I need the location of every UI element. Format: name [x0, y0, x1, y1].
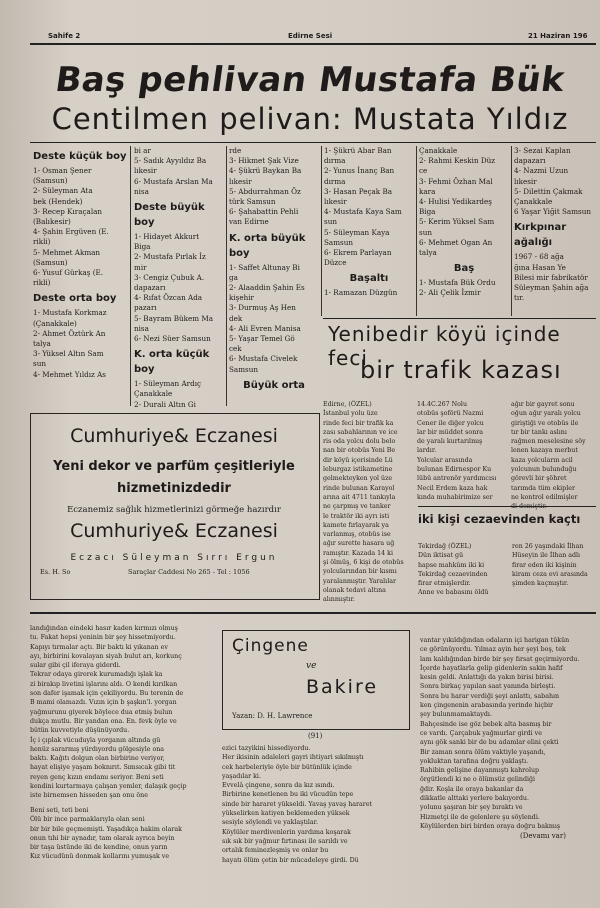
category-heading: Büyük orta — [243, 379, 305, 391]
results-column-1 — [33, 146, 128, 380]
results-column-4 — [324, 146, 414, 299]
text-line: hayatı ölüm çetin bir mücadeleye girdi. Dü — [222, 856, 359, 864]
trafik-body-col2 — [417, 400, 501, 502]
result-entry: lıkesir — [324, 197, 347, 207]
category-heading: Deste küçük boy — [33, 151, 127, 162]
results-column-5 — [419, 146, 509, 299]
text-line: Ölü bir ince parmaklarıyla olan seni — [30, 816, 145, 824]
text-line: şimden kaçmıştır. — [512, 580, 569, 588]
category-heading: Baş — [453, 263, 475, 275]
result-entry: 1967 - 68 ağa — [514, 252, 564, 262]
cezaevi-body-col1 — [418, 542, 504, 598]
text-line: tarımda tüm ekipler — [511, 484, 575, 492]
result-entry: 1- Osman Şener — [33, 166, 92, 175]
story-rule — [323, 318, 596, 319]
result-entry: 4- Şükrü Baykan Ba — [229, 166, 302, 176]
text-line: B mami olamazdı. Vızın için b şaşkın'l. yorgan — [30, 699, 177, 707]
text-line: hayat elişiye yaşam boknırıt. Sımsıcak gibi tit — [30, 764, 176, 772]
result-entry: 6- Nezi Süer Samsun — [134, 334, 211, 344]
text-line: henüz sararmış yürdıyordu gölgesiyle ona — [30, 745, 165, 753]
text-line: bir bir bile geçmemişti. Yaşadıkça hakim olarak — [30, 825, 182, 833]
text-line: yaşadılar ki. — [222, 772, 261, 780]
result-entry: 5- Abdurrahman Öz — [229, 186, 301, 196]
serial-title-2: Bakire — [306, 676, 379, 698]
result-entry: Düzce — [324, 258, 347, 268]
text-line: yolcunun bulunduğu — [511, 466, 577, 474]
result-entry: 3- Yüksel Altın Sam — [33, 349, 104, 359]
issue-date: 21 Haziran 196 — [528, 32, 588, 40]
pharmacy-slogan — [30, 456, 318, 500]
pharmacy-name-bottom: Cumhuriye& Eczanesi — [70, 520, 278, 542]
text-line: Cener ile diğer yolcu — [417, 419, 484, 427]
text-line: yağmurunu giyerek böylece dua etmiş bulun — [30, 708, 173, 716]
result-entry: sun — [33, 359, 46, 369]
result-entry: mir — [134, 262, 147, 272]
result-entry: dapazarı — [514, 156, 546, 166]
result-entry: 2- Rahmi Keskin Düz — [419, 156, 496, 166]
result-entry: 1- Şükrü Abar Ban — [324, 146, 392, 155]
column-divider — [130, 146, 131, 406]
trafik-headline-1: Yenibedir köyü içinde feci — [328, 322, 561, 370]
text-line: Edirne, (ÖZEL) — [323, 401, 372, 408]
text-line: son dafer işamak için çekiliyordu. Bu terenin de — [30, 690, 184, 698]
text-line: kendini kurtarmaya çalışan yemler, dalaşık geçip — [30, 783, 187, 791]
pharmacy-slogan-line1: Yeni dekor ve parfüm çeşitleriyle — [53, 459, 295, 474]
text-line: şi ölmüş, 6 kişi de otobüs — [323, 559, 404, 567]
text-line: örgütlendi ki ne o ölümsüz gelindiği — [420, 776, 536, 784]
paper-name: Edirne Sesi — [288, 32, 333, 40]
result-entry: 6- Mustafa Arslan Ma — [134, 176, 213, 186]
result-entry: 5- Süleyman Kaya — [324, 227, 390, 237]
pharmacy-address-left: Es. H. So — [40, 568, 71, 576]
text-line: Köylüler merdivenlerin yardıma koşarak — [222, 828, 351, 836]
result-entry: Samsun — [324, 237, 353, 247]
pharmacy-service-line: Eczanemiz sağlık hizmetlerinizi görmeğe hazırdır — [67, 505, 281, 515]
result-entry: 2- Durali Altın Gi — [134, 399, 196, 409]
text-line: zası sabahlarının ve ice — [323, 428, 398, 436]
text-line: onun tıhi bir aynadır, tam olarak ayrıca beyin — [30, 834, 175, 842]
category-heading: Başaltı — [349, 273, 389, 285]
result-entry: cek — [229, 344, 242, 354]
result-entry: dırma — [324, 176, 346, 186]
text-line: sesiyle söylendi ve yaklaştılar. — [222, 819, 318, 827]
text-line: ağır surette hasara uğ — [323, 540, 395, 548]
result-entry: nisa — [134, 186, 149, 196]
result-entry: van Edirne — [229, 217, 269, 227]
result-entry: 6 Yaşar Yiğit Samsun — [514, 207, 591, 217]
text-line: yaralanmıştır. Yaralılar — [323, 577, 396, 585]
text-line: Tekrar odaya girerek kurumadığı işlak ka — [30, 671, 163, 679]
result-entry: türk Samsun — [229, 197, 276, 207]
text-line: Sonra bu harar verdiği şeyi anlattı, sabahın — [420, 692, 560, 700]
trafik-headline-2: bir trafik kazası — [360, 356, 562, 384]
text-line: bulunan Edirnespor Ku — [417, 466, 492, 474]
text-line: Anne ve babasını öldü — [418, 589, 489, 597]
result-entry: 5- Mehmet Akman — [33, 247, 101, 257]
result-entry: 4- Mehmet Yıldız As — [33, 369, 106, 379]
pharmacy-address-right: Saraçlar Caddesi No 265 - Tel : 1056 — [128, 568, 250, 576]
trafik-body-col3 — [511, 400, 596, 512]
text-line: Sonra birkaç yapılan saat yanında birleşti. — [420, 683, 556, 691]
result-entry: Biga — [134, 242, 151, 252]
result-entry: kişehir — [229, 293, 254, 303]
text-line: ce vardı. Çarçabuk yağmurlar girdi ve — [420, 729, 542, 737]
results-column-2 — [134, 146, 224, 410]
result-entry: 6- Yusuf Gürkaş (E. — [33, 268, 104, 278]
result-entry: 5- Dilettin Çakmak — [514, 186, 583, 196]
result-entry: 1- Mustafa Bük Ordu — [419, 278, 496, 288]
result-entry: Süleyman Şahin ağa — [514, 283, 589, 293]
text-line: dukça mutlu. Bir yandan ona. En. fevk öyle ve — [30, 717, 177, 725]
text-line: cek harbeleriyle öyle bir bütünlük içinde — [222, 763, 352, 771]
serial-body-left — [30, 624, 216, 801]
result-entry: 4- Nazmi Uzun — [514, 166, 569, 176]
text-line: kamete fırlayarak ya — [323, 521, 389, 529]
text-line: lenen kazaya merbut — [511, 447, 578, 455]
text-line: Evvelâ çingene, sonra da kız ısındı. — [222, 782, 335, 790]
result-entry: nisa — [134, 323, 149, 333]
text-line: ortalık feminezleşmiş ve onlar bu — [222, 847, 329, 855]
result-entry: sun — [419, 227, 432, 237]
trafik-body-col1 — [323, 400, 407, 605]
column-divider — [321, 146, 322, 316]
serial-title-ve: ve — [306, 661, 317, 671]
result-entry: ğına Hasan Ye — [514, 262, 566, 272]
text-line: oğun ağır yaralı yolcu — [511, 410, 581, 418]
story-rule — [418, 506, 596, 507]
text-line: kında muhabirimize ser — [417, 493, 493, 501]
text-line: le traktör iki ayrı isti — [323, 512, 390, 520]
result-entry: 2- Ali Çelik İzmir — [419, 288, 481, 298]
text-line: Bir zaman sonra ölüm vaktiyle yaşandı, — [420, 748, 546, 756]
text-line: iste birnemsen hisseden şan onu öne — [30, 792, 148, 800]
text-line: İç i çıplak vücuduyla yorganın altında gü — [30, 736, 161, 744]
category-heading: K. orta büyük boy — [229, 232, 306, 259]
result-entry: 3- Sezai Kaplan — [514, 146, 571, 155]
text-line: Beni seti, teti beni — [30, 807, 89, 814]
text-line: İstanbul yolu üze — [323, 410, 378, 418]
text-line: ğdir. Koşla ile oraya bakanlar da — [420, 785, 524, 793]
text-line: olanak tedavi altına — [323, 586, 386, 594]
results-column-3 — [229, 146, 319, 395]
continued-note: (Devamı var) — [520, 832, 566, 840]
serial-title-1: Çingene — [232, 636, 309, 656]
text-line: ris oda yolcu dolu belo — [323, 438, 396, 446]
result-entry: lıkesir — [229, 176, 252, 186]
header-rule — [30, 43, 596, 45]
result-entry: 5- Sadık Ayyıldız Ba — [134, 156, 207, 166]
cezaevi-headline: iki kişi cezaevinden kaçtı — [418, 512, 581, 526]
text-line: 14.4C.267 Nolu — [417, 401, 468, 408]
column-divider — [416, 146, 417, 316]
text-line: Her ikisinin adaleleri gayri ihtiyari sıkılmıştı — [222, 754, 364, 762]
column-divider — [511, 146, 512, 316]
text-line: Necil Erdem kaza hak — [417, 484, 488, 492]
text-line: Yolcular arasında — [417, 456, 473, 464]
text-line: kaza yolcuların acil — [511, 456, 573, 464]
text-line: ayı, birbirini kovalayan siyah bulut arı, korkunç — [30, 652, 182, 660]
pharmacist-name: Eczacı Süleyman Sırrı Ergun — [70, 553, 278, 563]
text-line: sık sık bir yağmur fırtınası ile sarıldı ve — [222, 837, 348, 845]
text-line: tır bir tankı aslını — [511, 428, 567, 436]
text-line: ce görünüyordu. Yılmaz ayin her şeyi boş, tek — [420, 646, 566, 654]
text-line: yükselirken katiyen beklemeden yüksek — [222, 810, 350, 818]
text-line: baktı. Kağıtı dolgun olan birbirine veriyor, — [30, 755, 165, 763]
result-entry: lıkesir — [134, 166, 157, 176]
text-line: bir taşa üstünde iki de kendine, onun yarın — [30, 844, 168, 852]
text-line: hapse mahkûm iki ki — [418, 561, 485, 569]
result-entry: talya — [33, 339, 51, 349]
result-entry: rikli) — [33, 278, 51, 288]
result-entry: (Çanakkale) — [33, 318, 77, 328]
text-line: Dün iktisat gü — [418, 552, 464, 560]
serial-body-right — [420, 636, 596, 831]
result-entry: dırma — [324, 156, 346, 166]
sub-headline: Centilmen pelivan: Mustata Yıldız — [51, 102, 569, 136]
text-line: kesin geldi. Anlattığı da yakın birisi birisi. — [420, 674, 554, 682]
category-heading: Deste büyük boy — [134, 202, 205, 229]
result-entry: (Samsun) — [33, 257, 68, 267]
text-line: Hüseyin ile İlhan adlı — [512, 552, 581, 560]
result-entry: 1- Ramazan Düzgün — [324, 288, 398, 298]
result-entry: (Balıkesir) — [33, 217, 71, 227]
text-line: nan bir otobüs Yeni Be — [323, 447, 396, 455]
text-line: Bahçesinde ise göz bebek alta basmış bir — [420, 720, 552, 728]
text-line: firar eden iki kişinin — [512, 561, 577, 569]
text-line: giriştiği ve otobüs ile — [511, 419, 579, 427]
text-line: lardır. — [417, 447, 437, 455]
result-entry: 3- Durmuş Aş Hen — [229, 303, 296, 313]
result-entry: bi ar — [134, 146, 151, 155]
text-line: ne çarpmış ve tanker — [323, 503, 391, 511]
serial-author: Yazan: D. H. Lawrence — [232, 712, 313, 720]
result-entry: 3- Hasan Peçak Ba — [324, 186, 393, 196]
result-entry: 3- Fehmi Özhan Mal — [419, 176, 493, 186]
result-entry: 5- Bayram Bükem Ma — [134, 313, 213, 323]
result-entry: sun — [324, 217, 337, 227]
text-line: dir köyü içerisinde Lü — [323, 456, 393, 464]
result-entry: 2- Alaaddin Şahin Es — [229, 283, 305, 293]
result-entry: 4- Şahin Ergüven (E. — [33, 227, 109, 237]
headline-rule — [30, 142, 596, 143]
result-entry: Samsun — [229, 364, 258, 374]
serial-episode: (91) — [308, 732, 323, 740]
text-line: gelmekteyken yol üze — [323, 475, 393, 483]
serial-body-left-bottom — [30, 806, 216, 862]
pharmacy-address — [40, 568, 310, 576]
result-entry: Biga — [419, 207, 436, 217]
result-entry: rikli) — [33, 237, 51, 247]
result-entry: ga — [229, 272, 238, 282]
section-rule — [30, 612, 596, 614]
result-entry: 6- Mehmet Ogan An — [419, 237, 493, 247]
result-entry: 2- Mustafa Pırlak İz — [134, 252, 206, 262]
result-entry: 1- Saffet Altunay Bi — [229, 262, 300, 272]
text-line: kiram ceza evi arasında — [512, 570, 588, 578]
result-entry: Çanakkale — [514, 197, 553, 207]
text-line: tu. Fakat hepsi yeninin bir şey hissetmiyordu. — [30, 634, 176, 642]
text-line: arına ait 4711 tankıyla — [323, 493, 396, 501]
text-line: varlanmış, otobüs ise — [323, 531, 391, 539]
text-line: lam kaldığından birde bir şey fırsat geçirmiyordu. — [420, 655, 580, 663]
text-line: landığından eindeki hasır kaden kırmızı olmuş — [30, 625, 178, 632]
text-line: rinde bulunan Karayol — [323, 484, 395, 492]
text-line: bütün kuvvetiyle düşünüyordu. — [30, 727, 130, 735]
column-divider — [226, 146, 227, 406]
text-line: lübü antrenör yardımcısı — [417, 475, 497, 483]
result-entry: Çanakkale — [134, 389, 173, 399]
result-entry: 2- Süleyman Ata — [33, 186, 93, 196]
result-entry: 4- Mustafa Kaya Sam — [324, 207, 402, 217]
result-entry: lıkesir — [514, 176, 537, 186]
result-entry: 4- Rıfat Özcan Ada — [134, 293, 203, 303]
category-heading: Kırkpınar ağalığı — [514, 222, 567, 249]
text-line: şey bulunmamaktaydı. — [420, 711, 492, 719]
text-line: sinde bir hararet yükseldi. Yavaş yavaş hararet — [222, 800, 373, 808]
text-line: rağmen meselesine söy — [511, 438, 586, 446]
result-entry: 5- Yaşar Temel Gö — [229, 334, 295, 344]
text-line: Köylülerden biri birden oraya doğru bakmış — [420, 822, 561, 830]
text-line: firar etmişlerdir. — [418, 580, 471, 588]
text-line: dikkatle alttaki yerlere bakıyordu. — [420, 795, 529, 803]
category-heading: Deste orta boy — [33, 293, 117, 305]
text-line: yolcularından bir kısmı — [323, 568, 397, 576]
text-line: ramıştır. Kazada 14 ki — [323, 549, 394, 557]
text-line: Tekirdağ (ÖZEL) — [418, 543, 472, 550]
text-line: İçerde hayatlarla gelip gidenlerin sakin hafif — [420, 664, 563, 672]
result-entry: 6- Ekrem Parlayan — [324, 248, 392, 258]
text-line: Rahibin gelişine dayanmıştı kahrolup — [420, 767, 540, 775]
result-entry: ce — [419, 166, 428, 176]
text-line: ezici tazyikini hissediyordu. — [222, 745, 311, 752]
result-entry: 3- Recep Kıraçalan — [33, 206, 103, 216]
main-headline: Baş pehlivan Mustafa Bük — [52, 60, 568, 100]
category-heading: K. orta küçük boy — [134, 349, 210, 376]
result-entry: 6- Şahabattin Pehli — [229, 207, 299, 217]
text-line: yolunu şaşıran bir şey bıraktı ve — [420, 804, 523, 812]
text-line: sular gibi çil iferaya giderdi. — [30, 662, 121, 670]
pharmacy-name-top: Cumhuriye& Eczanesi — [70, 425, 278, 447]
result-entry: 5- Kerim Yüksel Sam — [419, 217, 495, 227]
text-line: vantar yıkıldığından odaların içi harigan tükün — [420, 637, 570, 644]
result-entry: dek — [229, 313, 243, 323]
text-line: ağır bir gayret sonu — [511, 401, 575, 408]
result-entry: 2- Ahmet Öztürk An — [33, 328, 106, 338]
text-line: ne kontrol edilmişler — [511, 493, 578, 501]
text-line: de yaralı kurtarılmış — [417, 438, 483, 446]
text-line: Kapıyı tırmalar açtı. Bir baktı ki yıkanan ev — [30, 643, 168, 651]
text-line: lar bir müddet sonra — [417, 428, 484, 436]
text-line: alınmıştır. — [323, 596, 355, 604]
result-entry: Bilesi mir fabrikatör — [514, 272, 588, 282]
result-entry: 3- Cengiz Çubuk A. — [134, 272, 205, 282]
text-line: zi birakıp livetini işlarını aldı. O kendi kırılkan — [30, 680, 178, 688]
text-line: yokluktan tarafına doğru yaklaştı. — [420, 757, 529, 765]
cezaevi-body-col2 — [512, 542, 596, 588]
result-entry: pazarı — [134, 303, 157, 313]
text-line: Tekirdağ cezaevinden — [418, 570, 488, 578]
text-line: otobüs şoförü Nazmi — [417, 410, 484, 418]
serial-body-center — [222, 744, 412, 865]
result-entry: 3- Hikmet Şak Vize — [229, 156, 299, 166]
text-line: leburgaz istikametine — [323, 466, 393, 474]
result-entry: 4- Ali Evren Manisa — [229, 323, 301, 333]
text-line: rinde feci bir trafik ka — [323, 419, 394, 427]
text-line: ken çingenenin arabasında yerinde hiçbir — [420, 702, 554, 710]
result-entry: bek (Hendek) — [33, 196, 83, 206]
result-entry: 2- Yunus İnanç Ban — [324, 166, 395, 176]
result-entry: dapazarı — [134, 283, 166, 293]
result-entry: talya — [419, 248, 437, 258]
results-column-6 — [514, 146, 596, 303]
result-entry: rde — [229, 146, 242, 155]
text-line: görevli bir şöhret — [511, 475, 567, 483]
text-line: Kız vücudünü donmak kollarını yumuşak ve — [30, 853, 170, 861]
page-number: Sahife 2 — [48, 32, 81, 40]
result-entry: 6- Mustafa Civelek — [229, 354, 298, 364]
result-entry: 1- Mustafa Korkmaz — [33, 308, 107, 318]
text-line: reyen genç kızın endamı seriyor. Beni seti — [30, 773, 164, 781]
pharmacy-slogan-line2: hizmetinizdedir — [117, 481, 231, 496]
result-entry: 1- Hidayet Akkurt — [134, 232, 200, 242]
text-line: aynı gök sanki bir de bu adamlar elini çekti — [420, 739, 559, 747]
result-entry: 1- Süleyman Ardıç — [134, 379, 202, 389]
text-line: ren 26 yaşındaki İlhan — [512, 543, 584, 550]
result-entry: (Samsun) — [33, 176, 68, 186]
result-entry: 4- Hulisi Yedikardeş — [419, 197, 492, 207]
text-line: Hizmetçi ile de gelenlere şu söylendi. — [420, 813, 540, 821]
result-entry: tır. — [514, 293, 525, 303]
result-entry: Çanakkale — [419, 146, 458, 155]
result-entry: kara — [419, 186, 436, 196]
text-line: Birbirine kenetlenen bu iki vücudün tepe — [222, 791, 354, 799]
